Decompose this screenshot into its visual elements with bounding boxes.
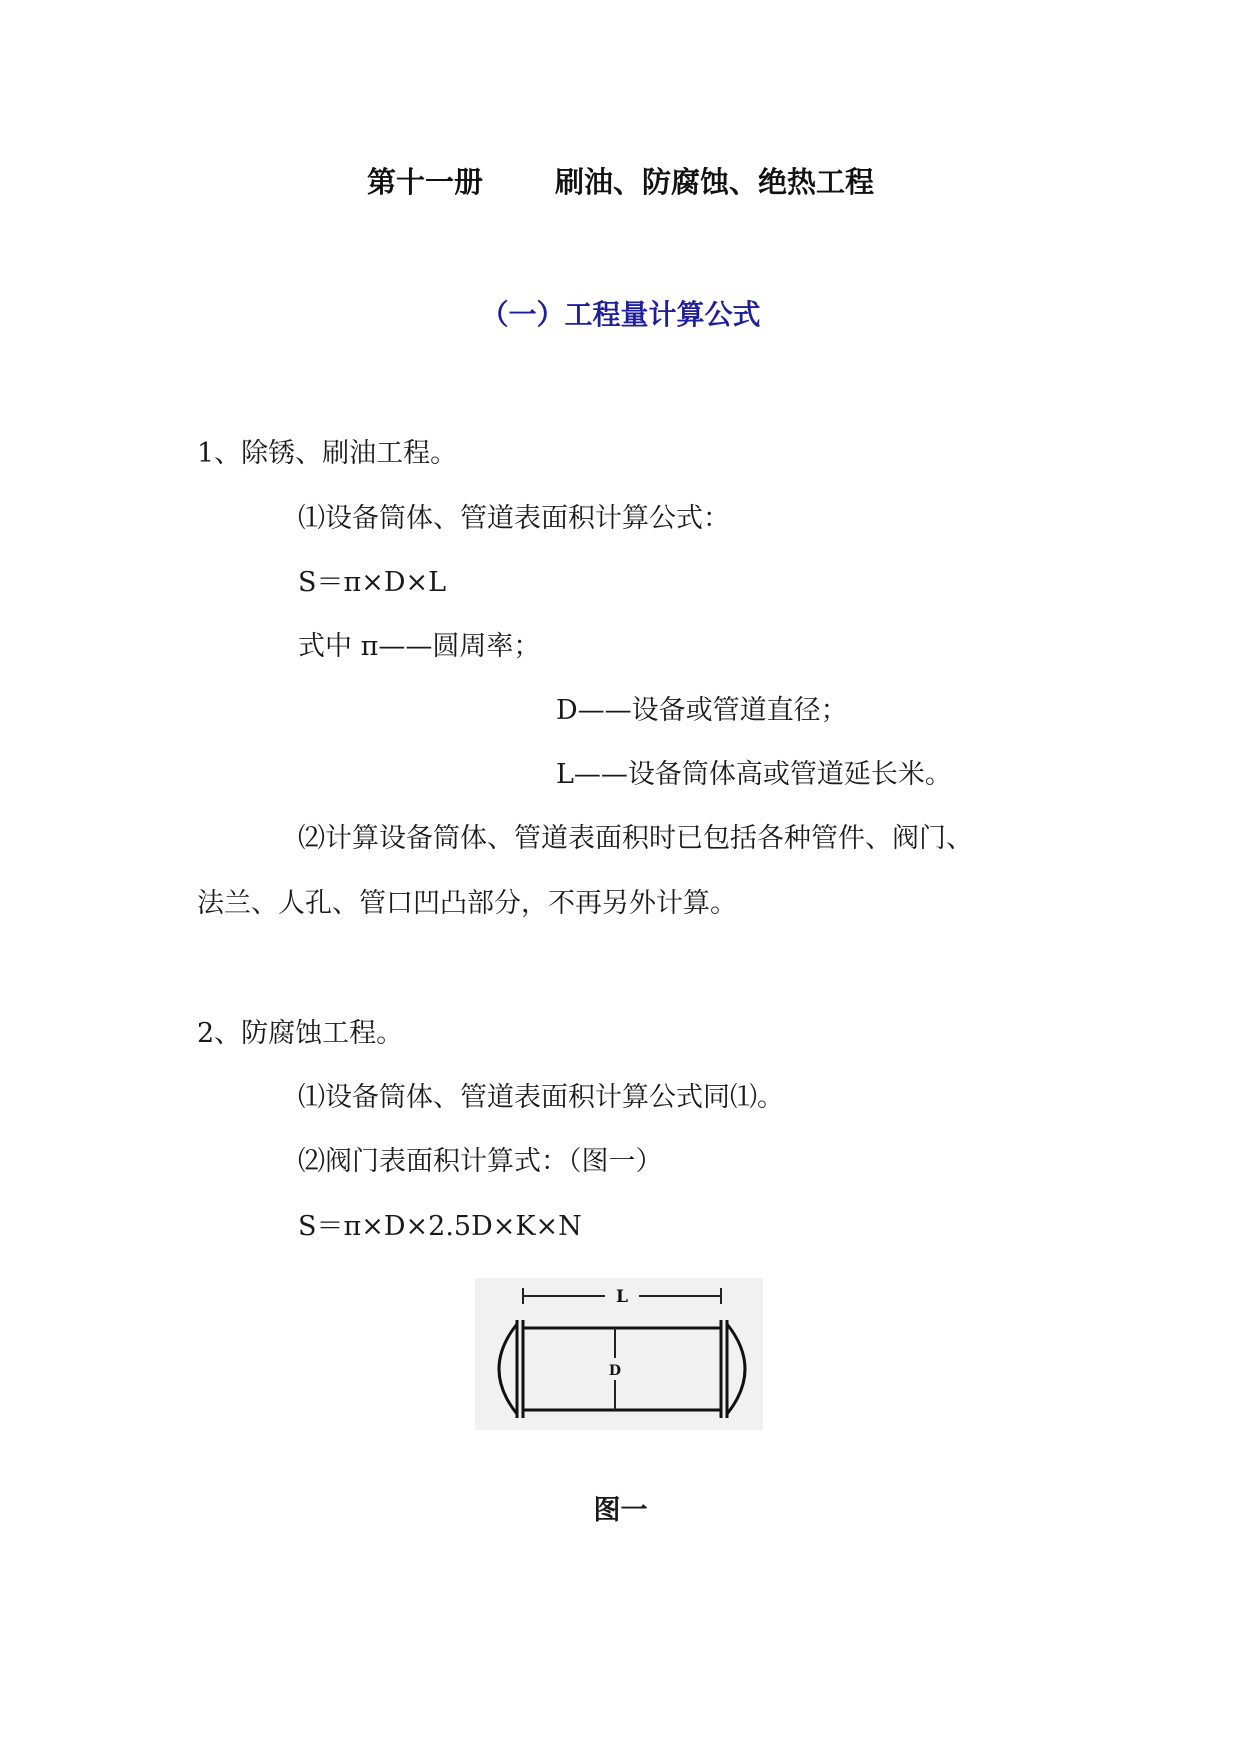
figure-caption: 图一 — [593, 1495, 648, 1526]
valve-diagram — [475, 1278, 763, 1430]
section-heading: （一）工程量计算公式 — [480, 298, 761, 331]
valve-figure — [475, 1278, 763, 1430]
definition-pi: 式中 π——圆周率； — [298, 631, 541, 662]
label-l: L — [616, 1287, 628, 1307]
part1-item2-line2: 法兰、人孔、管口凹凸部分，不再另外计算。 — [197, 888, 737, 919]
part1-item2-line1: ⑵计算设备筒体、管道表面积时已包括各种管件、阀门、 — [298, 823, 973, 854]
volume-title: 刷油、防腐蚀、绝热工程 — [555, 165, 875, 199]
part2-formula: S＝π×D×2.5D×K×N — [298, 1211, 582, 1242]
definition-d: D——设备或管道直径； — [556, 695, 848, 726]
volume-label: 第十一册 — [366, 165, 483, 199]
part1-formula: S＝π×D×L — [298, 567, 447, 598]
part2-heading: 2、防腐蚀工程。 — [197, 1018, 404, 1049]
part2-item1: ⑴设备筒体、管道表面积计算公式同⑴。 — [298, 1082, 784, 1113]
label-d: D — [608, 1363, 622, 1379]
part2-item2: ⑵阀门表面积计算式：（图一） — [298, 1146, 663, 1177]
document-title — [0, 160, 1241, 201]
definition-l: L——设备筒体高或管道延长米。 — [556, 759, 952, 790]
part1-item1: ⑴设备筒体、管道表面积计算公式： — [298, 503, 730, 534]
part1-heading: 1、除锈、刷油工程。 — [197, 438, 458, 469]
